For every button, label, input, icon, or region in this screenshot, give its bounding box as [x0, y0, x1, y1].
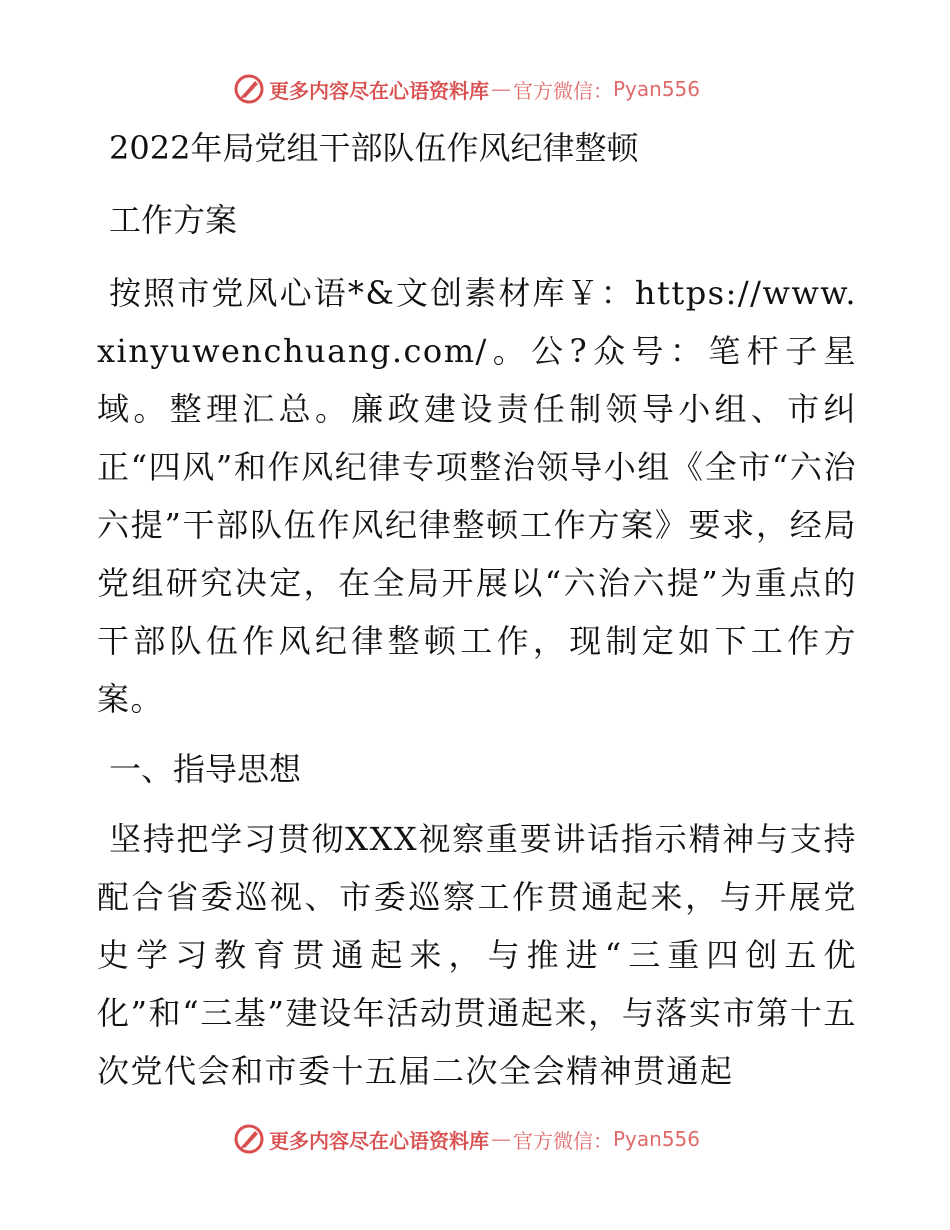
- document-title-line1: 2022年局党组干部队伍作风纪律整顿: [109, 129, 639, 167]
- document-title-line2: 工作方案: [109, 201, 238, 239]
- watermark-separator: —: [491, 1127, 511, 1151]
- document-body: [97, 122, 857, 1100]
- watermark-brand: 更多内容尽在心语资料库: [269, 1128, 489, 1153]
- intro-paragraph: 按照市党风心语*&文创素材库￥：https://www.xinyuwenchuang.com/。公?众号：笔杆子星域。整理汇总。廉政建设责任制领导小组、市纠正“四风”和作风纪律专项整治领导小组《全市“六治六提”干部队伍作风纪律整顿工作方案》要求，经局党组研究决定，在全局开展以“六治六提”为重点的干部队伍作风纪律整顿工作，现制定如下工作方案。: [97, 274, 857, 718]
- section1-paragraph: 坚持把学习贯彻XXX视察重要讲话指示精神与支持配合省委巡视、市委巡察工作贯通起来，与开展党史学习教育贯通起来，与推进“三重四创五优化”和“三基”建设年活动贯通起来，与落实市第十五次党代会和市委十五届二次全会精神贯通起: [97, 820, 857, 1090]
- watermark-label: 官方微信：: [513, 1128, 613, 1153]
- watermark-brand: 更多内容尽在心语资料库: [269, 78, 489, 103]
- watermark-wechat-id: Pyan556: [613, 1127, 701, 1151]
- watermark-wechat-id: Pyan556: [613, 77, 701, 101]
- quill-logo-icon: [233, 73, 265, 105]
- header-watermark: [233, 72, 700, 106]
- watermark-label: 官方微信：: [513, 78, 613, 103]
- quill-logo-icon: [233, 1123, 265, 1155]
- watermark-separator: —: [491, 77, 511, 101]
- section1-heading: 一、指导思想: [109, 750, 302, 788]
- footer-watermark: [233, 1122, 700, 1156]
